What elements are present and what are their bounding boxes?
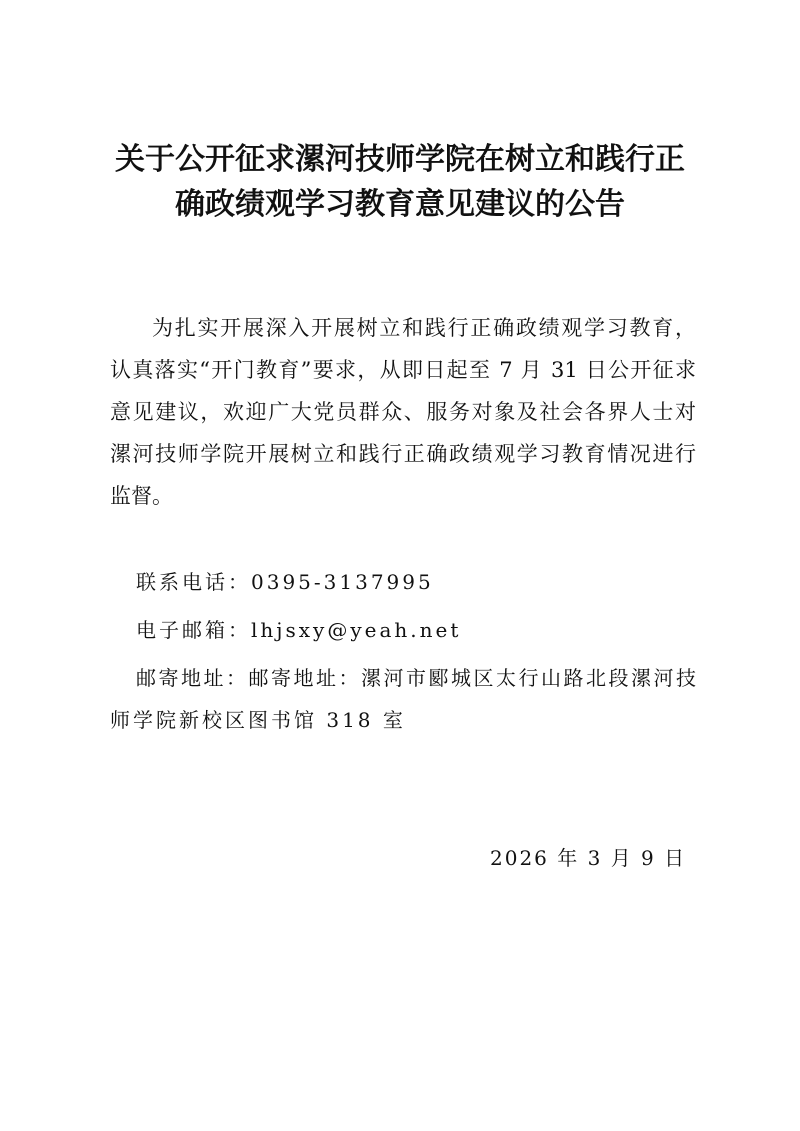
- contact-email: 电子邮箱：lhjsxy@yeah.net: [136, 618, 462, 642]
- body-paragraph-line: 监督。: [110, 484, 173, 508]
- contact-address-line-2: 师学院新校区图书馆 318 室: [110, 708, 406, 732]
- body-paragraph-line: 意见建议，欢迎广大党员群众、服务对象及社会各界人士对: [110, 400, 696, 424]
- document-date: 2026 年 3 月 9 日: [490, 846, 687, 870]
- contact-address-line-1: 邮寄地址：邮寄地址：漯河市郾城区太行山路北段漯河技: [136, 666, 696, 690]
- document-title-line-2: 确政绩观学习教育意见建议的公告: [175, 187, 625, 222]
- body-paragraph-line: 认真落实“开门教育”要求，从即日起至 7 月 31 日公开征求: [110, 358, 696, 382]
- document-title-line-1: 关于公开征求漯河技师学院在树立和践行正: [115, 142, 685, 177]
- body-paragraph-line: 漯河技师学院开展树立和践行正确政绩观学习教育情况进行: [110, 442, 696, 466]
- contact-phone: 联系电话：0395-3137995: [136, 570, 434, 594]
- body-paragraph-line: 为扎实开展深入开展树立和践行正确政绩观学习教育，: [152, 316, 696, 340]
